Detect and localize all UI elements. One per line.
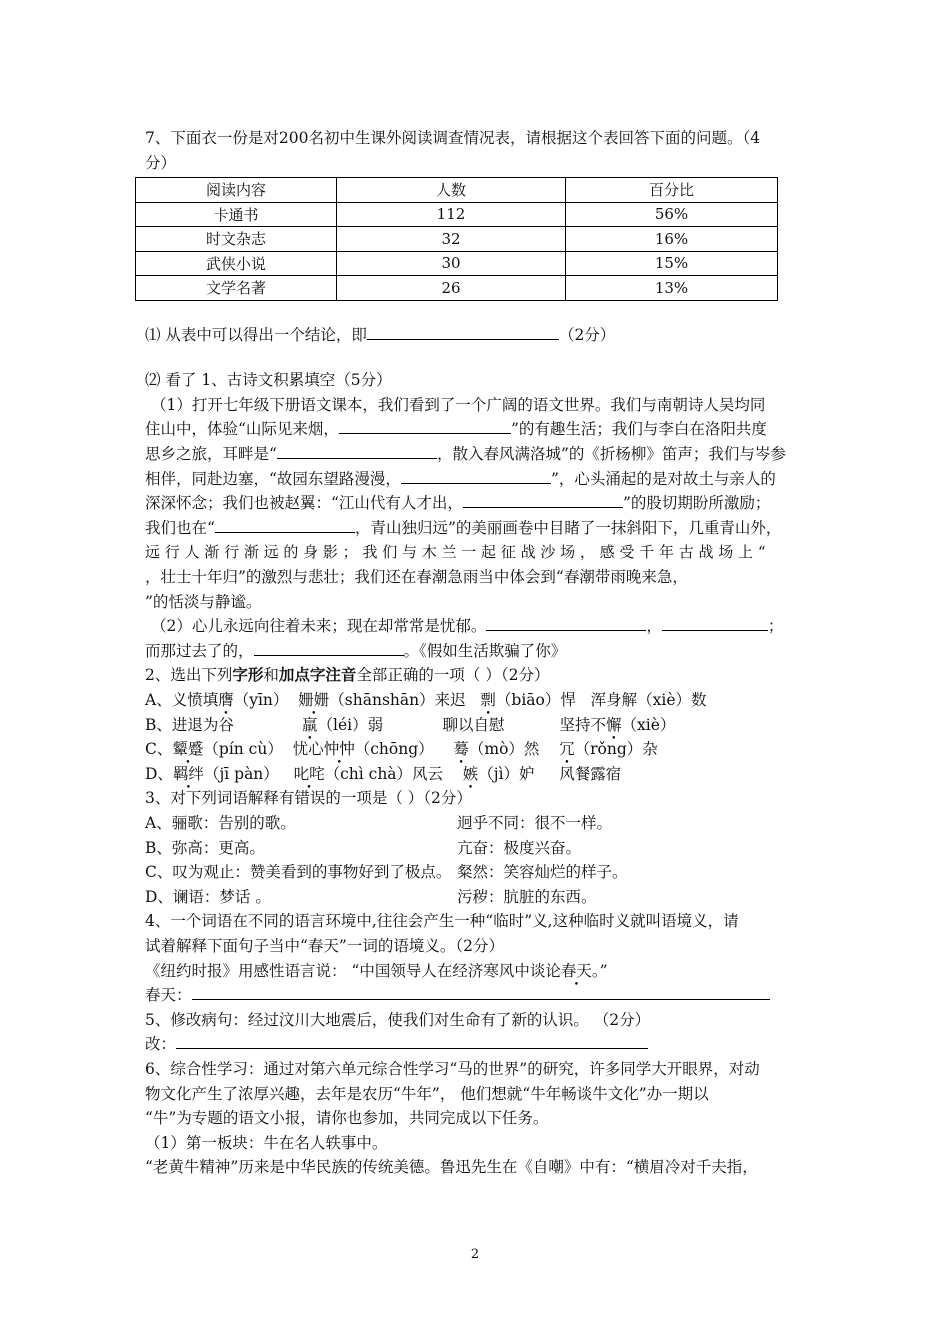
table-header-cell: 阅读内容 [136, 178, 337, 203]
table-row [136, 202, 778, 227]
table-cell: 32 [337, 227, 566, 252]
poem-text: ， [646, 617, 662, 636]
option-text: D、谰语：梦话 。 [145, 887, 271, 906]
answer-blank[interactable] [367, 323, 559, 340]
q2-stem-text: 全部正确的一项（ ）（2分） [356, 666, 550, 685]
answer-label: 春天： [145, 986, 192, 1005]
q7-intro: 7、下面衣一份是对200名初中生课外阅读调查情况表，请根据这个表回答下面的问题。（4 [145, 129, 761, 147]
table-row [136, 251, 778, 276]
poem-line: 远 行 人 渐 行 渐 远 的 身 影 ； 我 们 与 木 兰 一 起 征 战 沙 场 ， 感 受 千 年 古 战 场 上 “ [145, 543, 766, 562]
option-text: 粲然：笑容灿烂的样子。 [457, 863, 628, 882]
q2-stem [145, 663, 810, 688]
dotted-char: 羸 [302, 715, 318, 734]
option-text: D、 [145, 764, 173, 783]
q2-stem-bold: 字形 [232, 665, 264, 685]
page-number: 2 [470, 1247, 480, 1262]
dotted-char: 蓦 [453, 740, 469, 759]
q3-option-row[interactable] [145, 836, 810, 861]
dotted-char: 懈 [606, 715, 622, 734]
option-text: C、叹为观止：赞美看到的事物好到了极点。 [145, 863, 452, 882]
q7-sub1-score: （2分） [558, 325, 616, 344]
pinyin: （mò）然 [468, 740, 540, 759]
table-cell: 时文杂志 [136, 227, 337, 252]
table-cell: 112 [337, 202, 566, 227]
q4-text: 4、一个词语在不同的语言环境中,往往会产生一种“临时”义,这种临时义就叫语境义，请 [145, 912, 739, 931]
q7-intro-cont: 分） [145, 153, 177, 172]
table-cell: 15% [566, 251, 778, 276]
q5-answer-line [145, 1032, 810, 1057]
q6-text: 6、综合性学习：通过对第六单元综合性学习“马的世界”的研究，许多同学大开眼界，对动 [145, 1059, 760, 1078]
dotted-char: 羁绊 [172, 764, 204, 783]
table-row [136, 227, 778, 252]
option-text: A、骊歌：告别的歌。 [145, 813, 296, 832]
answer-blank[interactable] [192, 983, 770, 1000]
poem-line: ，壮士十年归”的激烈与悲壮；我们还在春潮急雨当中体会到“春潮带雨晚来急， [145, 568, 688, 587]
table-cell: 文学名著 [136, 276, 337, 301]
answer-blank[interactable] [176, 1032, 648, 1049]
q7-sub1-text: ⑴ 从表中可以得出一个结论，即 [145, 325, 367, 344]
option-text: 污秽：肮脏的东西。 [457, 887, 597, 906]
option-text: 亢奋：极度兴奋。 [457, 838, 582, 857]
q2-stem-bold: 加点字注音 [278, 665, 357, 685]
dotted-char: 剽 [480, 691, 496, 709]
dotted-char: 姗姗 [298, 691, 330, 709]
poem-text: ； [767, 617, 784, 636]
q7-sub2: ⑵ 看了 1、古诗文积累填空（5分） [145, 371, 392, 390]
q3-option-row[interactable] [145, 885, 810, 910]
poem-text: ”的有趣生活；我们与李白在洛阳共度 [510, 420, 767, 439]
q3-option-row[interactable] [145, 811, 810, 836]
poem-text: 深深怀念；我们也被赵翼：“江山代有人才出， [145, 494, 463, 513]
pinyin: （léi）弱 [317, 715, 384, 734]
option-text: B、进退为谷 [145, 715, 234, 734]
table-cell: 30 [337, 251, 566, 276]
poem-text: 思乡之旅，耳畔是“ [145, 445, 277, 464]
table-cell: 16% [566, 227, 778, 252]
poem-text: ”，心头涌起的是对故土与亲人的 [550, 469, 776, 488]
poem-line [145, 417, 810, 442]
option-text: C、 [145, 740, 173, 759]
option-text: 浑身解 [590, 691, 638, 709]
option-text: 忧心 [292, 740, 324, 759]
answer-blank[interactable] [339, 417, 511, 434]
option-text: A、义愤填 [145, 691, 219, 709]
poem-text: 我们也在“ [145, 518, 215, 537]
answer-blank[interactable] [215, 516, 355, 533]
q6-text: 物文化产生了浓厚兴趣，去年是农历“牛年”， 他们想就“牛年畅谈牛文化”办一期以 [145, 1084, 709, 1103]
answer-blank[interactable] [486, 614, 646, 631]
pinyin: （yīn） [233, 691, 289, 709]
q2-option-c[interactable] [145, 737, 810, 762]
table-row [136, 276, 778, 301]
dotted-char: 嫉 [462, 764, 479, 783]
answer-blank[interactable] [662, 614, 768, 631]
q4-text: 试着解释下面句子当中“春天”一词的语境义。（2分） [145, 936, 504, 955]
q2-stem-text: 和 [263, 666, 279, 685]
q2-option-d[interactable] [145, 762, 810, 787]
q4-quote-text: 。” [591, 961, 608, 980]
survey-table [135, 177, 778, 301]
q7-sub1 [145, 323, 810, 348]
answer-blank[interactable] [277, 442, 437, 459]
q5-text: 5、修改病句：经过汶川大地震后，使我们对生命有了新的认识。 （2分） [145, 1010, 651, 1029]
pinyin: （shānshān）来迟 [329, 691, 466, 709]
table-header-row [136, 178, 778, 203]
q4-quote [145, 959, 810, 984]
table-cell: 26 [337, 276, 566, 301]
exam-page [145, 126, 810, 1180]
q3-option-row[interactable] [145, 860, 810, 885]
pinyin: （xiè） [621, 715, 676, 734]
poem-text: 。《假如生活欺骗了你》 [403, 641, 567, 660]
pinyin: （rǒng）杂 [574, 740, 658, 759]
poem-line [145, 639, 810, 664]
dotted-char: 冗 [559, 740, 575, 759]
q4-answer-line [145, 983, 810, 1008]
table-cell: 武侠小说 [136, 251, 337, 276]
q6-text: （1）第一板块：牛在名人轶事中。 [145, 1133, 388, 1152]
q6-text: “牛”为专题的语文小报，请你也参加，共同完成以下任务。 [145, 1109, 549, 1128]
pinyin: （jì）妒 [478, 764, 535, 783]
poem-line [145, 614, 810, 639]
dotted-word: 春天 [560, 961, 592, 980]
poem-text: ，散入春风满洛城”的《折杨柳》笛声；我们与岑参 [436, 445, 786, 464]
table-cell: 13% [566, 276, 778, 301]
dotted-char: 叱咤 [293, 764, 325, 783]
poem-text: 相伴，同赴边塞，“故园东望路漫漫， [145, 469, 401, 488]
poem-line: （1）打开七年级下册语文课本，我们看到了一个广阔的语文世界。我们与南朝诗人吴均同 [151, 395, 766, 414]
poem-line: ”的恬淡与静谧。 [145, 592, 262, 611]
q3-stem: 3、对下列词语解释有错误的一项是（ ）（2分） [145, 789, 472, 808]
pinyin: （chōng） [354, 740, 434, 759]
pinyin: （chì chà）风云 [324, 764, 444, 783]
q2-option-b[interactable] [145, 713, 810, 738]
answer-label: 改： [145, 1035, 177, 1054]
table-header-cell: 人数 [337, 178, 566, 203]
q6-text: “老黄牛精神”历来是中华民族的传统美德。鲁迅先生在《自嘲》中有：“横眉冷对千夫指， [145, 1158, 758, 1177]
poem-line [145, 491, 810, 516]
poem-text: （2）心儿永远向往着未来；现在却常常是忧郁。 [151, 617, 487, 636]
poem-line [145, 516, 810, 541]
option-text: 聊以自慰 [442, 715, 505, 734]
option-text: B、弥高：更高。 [145, 838, 265, 857]
poem-text: 而那过去了的， [145, 641, 254, 660]
poem-line [145, 442, 810, 467]
option-text: 坚持不 [559, 715, 607, 734]
dotted-char: 忡忡 [323, 740, 355, 759]
answer-blank[interactable] [463, 491, 623, 508]
answer-blank[interactable] [254, 639, 404, 656]
option-text: 风餐露宿 [559, 764, 622, 783]
option-text: 迥乎不同：很不一样。 [457, 813, 613, 832]
table-header-cell: 百分比 [566, 178, 778, 203]
table-cell: 56% [566, 202, 778, 227]
poem-text: ”的股切期盼所激励； [622, 494, 771, 513]
dotted-char: 膺 [218, 691, 234, 709]
answer-blank[interactable] [401, 467, 551, 484]
pinyin: （biāo）悍 [495, 691, 576, 709]
q4-quote-text: 《纽约时报》用感性语言说： “中国领导人在经济寒风中谈论 [145, 961, 561, 980]
poem-text: ，青山独归远”的美丽画卷中目睹了一抹斜阳下，几重青山外， [354, 518, 782, 537]
pinyin: （pín cù） [203, 740, 283, 759]
table-cell: 卡通书 [136, 202, 337, 227]
dotted-char: 颦蹙 [172, 740, 204, 759]
q2-stem-text: 2、选出下列 [145, 666, 233, 685]
poem-text: 住山中，体验“山际见来烟， [145, 420, 339, 439]
pinyin: （xiè）数 [637, 691, 707, 709]
poem-line [145, 467, 810, 492]
pinyin: （jī pàn） [203, 764, 279, 783]
q2-option-a[interactable] [145, 688, 810, 713]
